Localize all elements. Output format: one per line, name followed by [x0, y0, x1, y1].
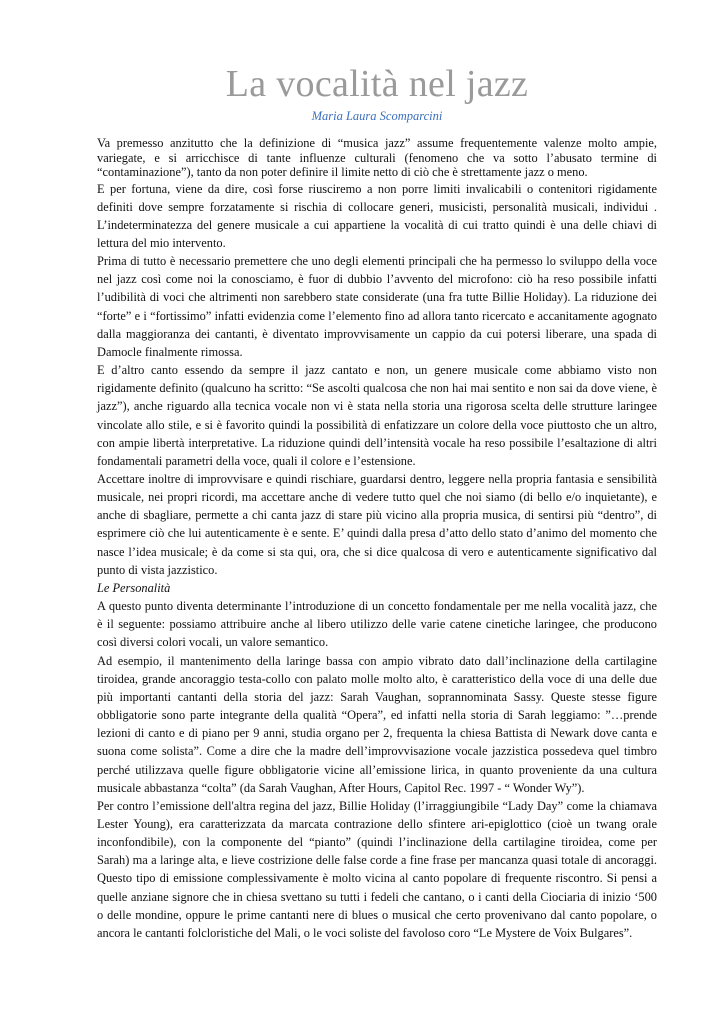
paragraph: Per contro l’emissione dell'altra regina del jazz, Billie Holiday (l’irraggiungibile “Lady Day” come la chiamava Lester Young), era caratterizzata da marcata contrazione dello sfintere ari-epiglottico (cioè un twang orale inconfondibile), con la componente del “pianto” (quindi l’inclinazione della cartilagine tiroidea, come per Sarah) ma a laringe alta, e lieve costrizione delle false corde a fine frase per mancanza quasi totale di ancoraggi. Questo tipo di emissione complessivamente è molto vicina al canto popolare di frequente riscontro. Si pensi a quelle anziane signore che in chiesa svettano su tutti i fedeli che cantano, o i canti della Ciociaria di inizio ‘500 o delle mondine, oppure le prime cantanti nere di blues o musical che certo provenivano dal canto popolare, o ancora le cantanti folcloristiche del Mali, o le voci soliste del favoloso coro “Le Mystere de Voix Bulgares”. [97, 798, 657, 940]
paragraph: A questo punto diventa determinante l’introduzione di un concetto fondamentale per me nella vocalità jazz, che è il seguente: possiamo attribuire anche al libero utilizzo delle varie catene cinetiche laringee, che producono così diversi colori vocali, un valore semantico. [97, 599, 657, 650]
paragraph: Prima di tutto è necessario premettere che uno degli elementi principali che ha permesso lo sviluppo della voce nel jazz così come noi la conosciamo, è fuor di dubbio l’avvento del microfono: ciò ha reso possibile infatti l’udibilità di voci che altrimenti non sarebbero state considerate (una fra tutte Billie Holiday). La riduzione dei “forte” e i “fortissimo” infatti evidenzia come l’elemento fino ad allora tanto ricercato e accanitamente agognato dalla maggioranza dei cantanti, è diventato improvvisamente un cappio da cui potersi liberare, una spada di Damocle finalmente rimossa. [97, 254, 657, 359]
paragraph: E per fortuna, viene da dire, così forse riusciremo a non porre limiti invalicabili o contenitori rigidamente definiti dove sempre forzatamente si rischia di collocare generi, musicisti, personalità musicali, individui . L’indeterminatezza del genere musicale a cui appartiene la vocalità di cui tratto quindi è una delle chiavi di lettura del mio intervento. [97, 181, 657, 250]
section-heading: Le Personalità [97, 580, 171, 595]
author-name: Maria Laura Scomparcini [311, 109, 443, 123]
page-title: La vocalità nel jazz [225, 63, 529, 105]
document-body [97, 136, 657, 942]
paragraph: Accettare inoltre di improvvisare e quindi rischiare, guardarsi dentro, leggere nella propria fantasia e sensibilità musicale, nei propri ricordi, ma accettare anche di vedere tutto quel che noi siamo (di bello e/o inquietante), e anche di sbagliare, permette a chi canta jazz di stare più vicino alla propria musica, di sentirsi più “dentro”, di esprimere ciò che lui autenticamente è e sente. E’ quindi dalla presa d’atto dello stato d’animo del momento che nasce l’idea musicale; è da come si sta qui, ora, che si dice qualcosa di vero e autenticamente significativo dal punto di vista jazzistico. [97, 472, 657, 577]
paragraph: Ad esempio, il mantenimento della laringe bassa con ampio vibrato dato dall’inclinazione della cartilagine tiroidea, grande ancoraggio testa-collo con palato molle molto alto, è caratteristico della voce di una delle due più importanti cantanti della storia del jazz: Sarah Vaughan, soprannominata Sassy. Queste stesse figure obbligatorie sono parte integrante della qualità “Opera”, ed infatti nella storia di Sarah leggiamo: ”…prende lezioni di canto e di piano per 9 anni, studia organo per 2, frequenta la chiesa Battista di Newark dove canta e suona come solista”. Come a dire che la madre dell’improvvisazione vocale jazzistica possedeva quel timbro perché utilizzava quelle figure obbligatorie vicine all’emissione lirica, in quanto proveniente da una cultura musicale abbastanza “colta” (da Sarah Vaughan, After Hours, Capitol Rec. 1997 - “ Wonder Wy”). [97, 653, 657, 795]
paragraph: Va premesso anzitutto che la definizione di “musica jazz” assume frequentemente valenze molto ampie, variegate, e si arricchisce di tante influenze culturali (fenomeno che va sotto l’abusato termine di “contaminazione”), tanto da non poter definire il limite netto di ciò che è strettamente jazz o meno. [97, 136, 657, 179]
paragraph: E d’altro canto essendo da sempre il jazz cantato e non, un genere musicale come abbiamo visto non rigidamente definito (qualcuno ha scritto: “Se ascolti qualcosa che non hai mai sentito e non sai da dove viene, è jazz”), anche riguardo alla tecnica vocale non vi è stata nella storia una rigorosa scelta delle strutture laringee vincolate allo stile, e si è favorito quindi la possibilità di enfatizzare un colore della voce piuttosto che un altro, con ampie libertà interpretative. La riduzione quindi dell’intensità vocale ha reso possibile l’esaltazione di altri fondamentali parametri della voce, quali il colore e l’estensione. [97, 363, 657, 468]
